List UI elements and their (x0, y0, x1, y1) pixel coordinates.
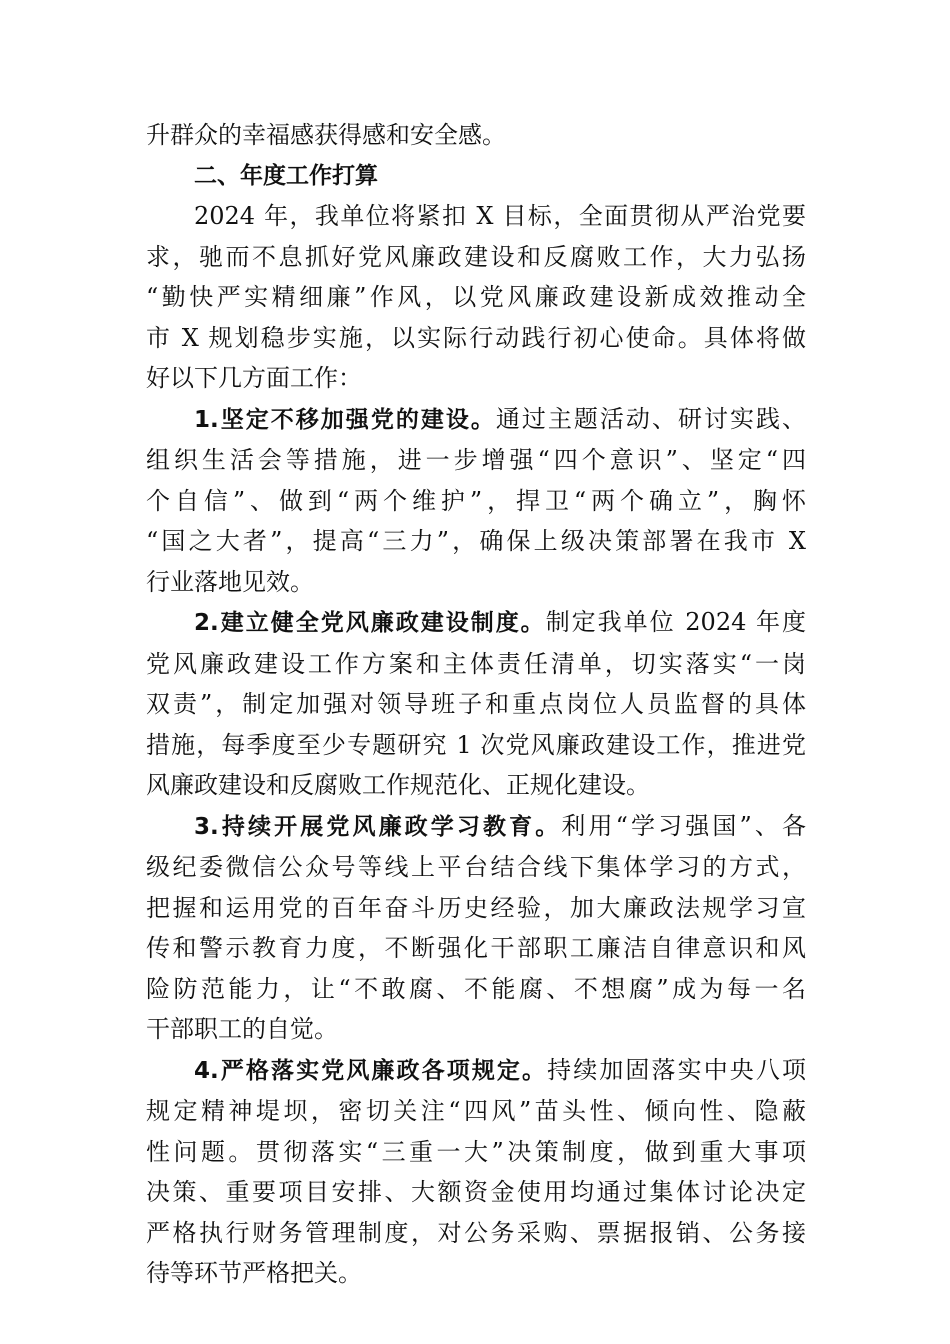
paragraph-line: “国之大者”，提高“三力”，确保上级决策部署在我市 X (146, 527, 806, 555)
paragraph-first-line (146, 1050, 806, 1092)
paragraph-line: 规定精神堤坝，密切关注“四风”苗头性、倾向性、隐蔽 (146, 1097, 806, 1125)
item-text: 制定我单位 2024 年度 (545, 608, 806, 636)
paragraph-line: 措施，每季度至少专题研究 1 次党风廉政建设工作，推进党 (146, 730, 806, 759)
item-title: 3.持续开展党风廉政学习教育。 (194, 813, 562, 840)
paragraph-first-line (146, 602, 806, 644)
item-paragraph-3 (146, 806, 806, 1050)
item-title: 4.严格落实党风廉政各项规定。 (194, 1057, 548, 1084)
paragraph-line: 传和警示教育力度，不断强化干部职工廉洁自律意识和风 (146, 934, 806, 962)
item-title: 2.建立健全党风廉政建设制度。 (194, 610, 546, 636)
section-heading: 二、年度工作打算 (194, 162, 378, 189)
intro-tail-line: 升群众的幸福感获得感和安全感。 (146, 121, 506, 149)
paragraph-line: 求，驰而不息抓好党风廉政建设和反腐败工作，大力弘扬 (146, 242, 806, 271)
paragraph-first-line (146, 399, 806, 441)
overview-paragraph (146, 196, 806, 399)
paragraph-line: 好以下几方面工作： (146, 364, 362, 392)
paragraph-line: “勤快严实精细廉”作风，以党风廉政建设新成效推动全 (146, 283, 806, 311)
paragraph-line: 组织生活会等措施，进一步增强“四个意识”、坚定“四 (146, 446, 806, 474)
paragraph-line: 双责”，制定加强对领导班子和重点岗位人员监督的具体 (146, 690, 806, 718)
item-title: 1.坚定不移加强党的建设。 (194, 406, 496, 433)
paragraph-line: 党风廉政建设工作方案和主体责任清单，切实落实“一岗 (146, 649, 806, 678)
paragraph-line: 险防范能力，让“不敢腐、不能腐、不想腐”成为每一名 (146, 974, 806, 1003)
item-paragraph-2 (146, 602, 806, 806)
paragraph-line: 级纪委微信公众号等线上平台结合线下集体学习的方式， (146, 853, 806, 881)
paragraph-first-line (146, 806, 806, 848)
paragraph-line: 性问题。贯彻落实“三重一大”决策制度，做到重大事项 (146, 1137, 806, 1166)
item-paragraph-1 (146, 399, 806, 603)
paragraph-line: 行业落地见效。 (146, 567, 314, 596)
paragraph-line: 个自信”、做到“两个维护”，捍卫“两个确立”，胸怀 (146, 486, 806, 515)
paragraph-line: 风廉政建设和反腐败工作规范化、正规化建设。 (146, 771, 650, 799)
item-paragraph-4 (146, 1050, 806, 1294)
paragraph-line: 干部职工的自觉。 (146, 1015, 338, 1043)
paragraph-line: 2024 年，我单位将紧扣 X 目标，全面贯彻从严治党要 (194, 202, 806, 230)
paragraph-line: 严格执行财务管理制度，对公务采购、票据报销、公务接 (146, 1218, 806, 1247)
paragraph-line: 待等环节严格把关。 (146, 1259, 362, 1287)
paragraph-line: 决策、重要项目安排、大额资金使用均通过集体讨论决定 (146, 1178, 806, 1206)
paragraph-line: 把握和运用党的百年奋斗历史经验，加大廉政法规学习宣 (146, 893, 806, 922)
item-text: 持续加固落实中央八项 (547, 1055, 807, 1084)
item-text: 通过主题活动、研讨实践、 (495, 404, 806, 433)
paragraph-line: 市 X 规划稳步实施，以实际行动践行初心使命。具体将做 (146, 323, 806, 352)
document-page (146, 115, 806, 1294)
item-text: 利用“学习强国”、各 (561, 811, 806, 840)
